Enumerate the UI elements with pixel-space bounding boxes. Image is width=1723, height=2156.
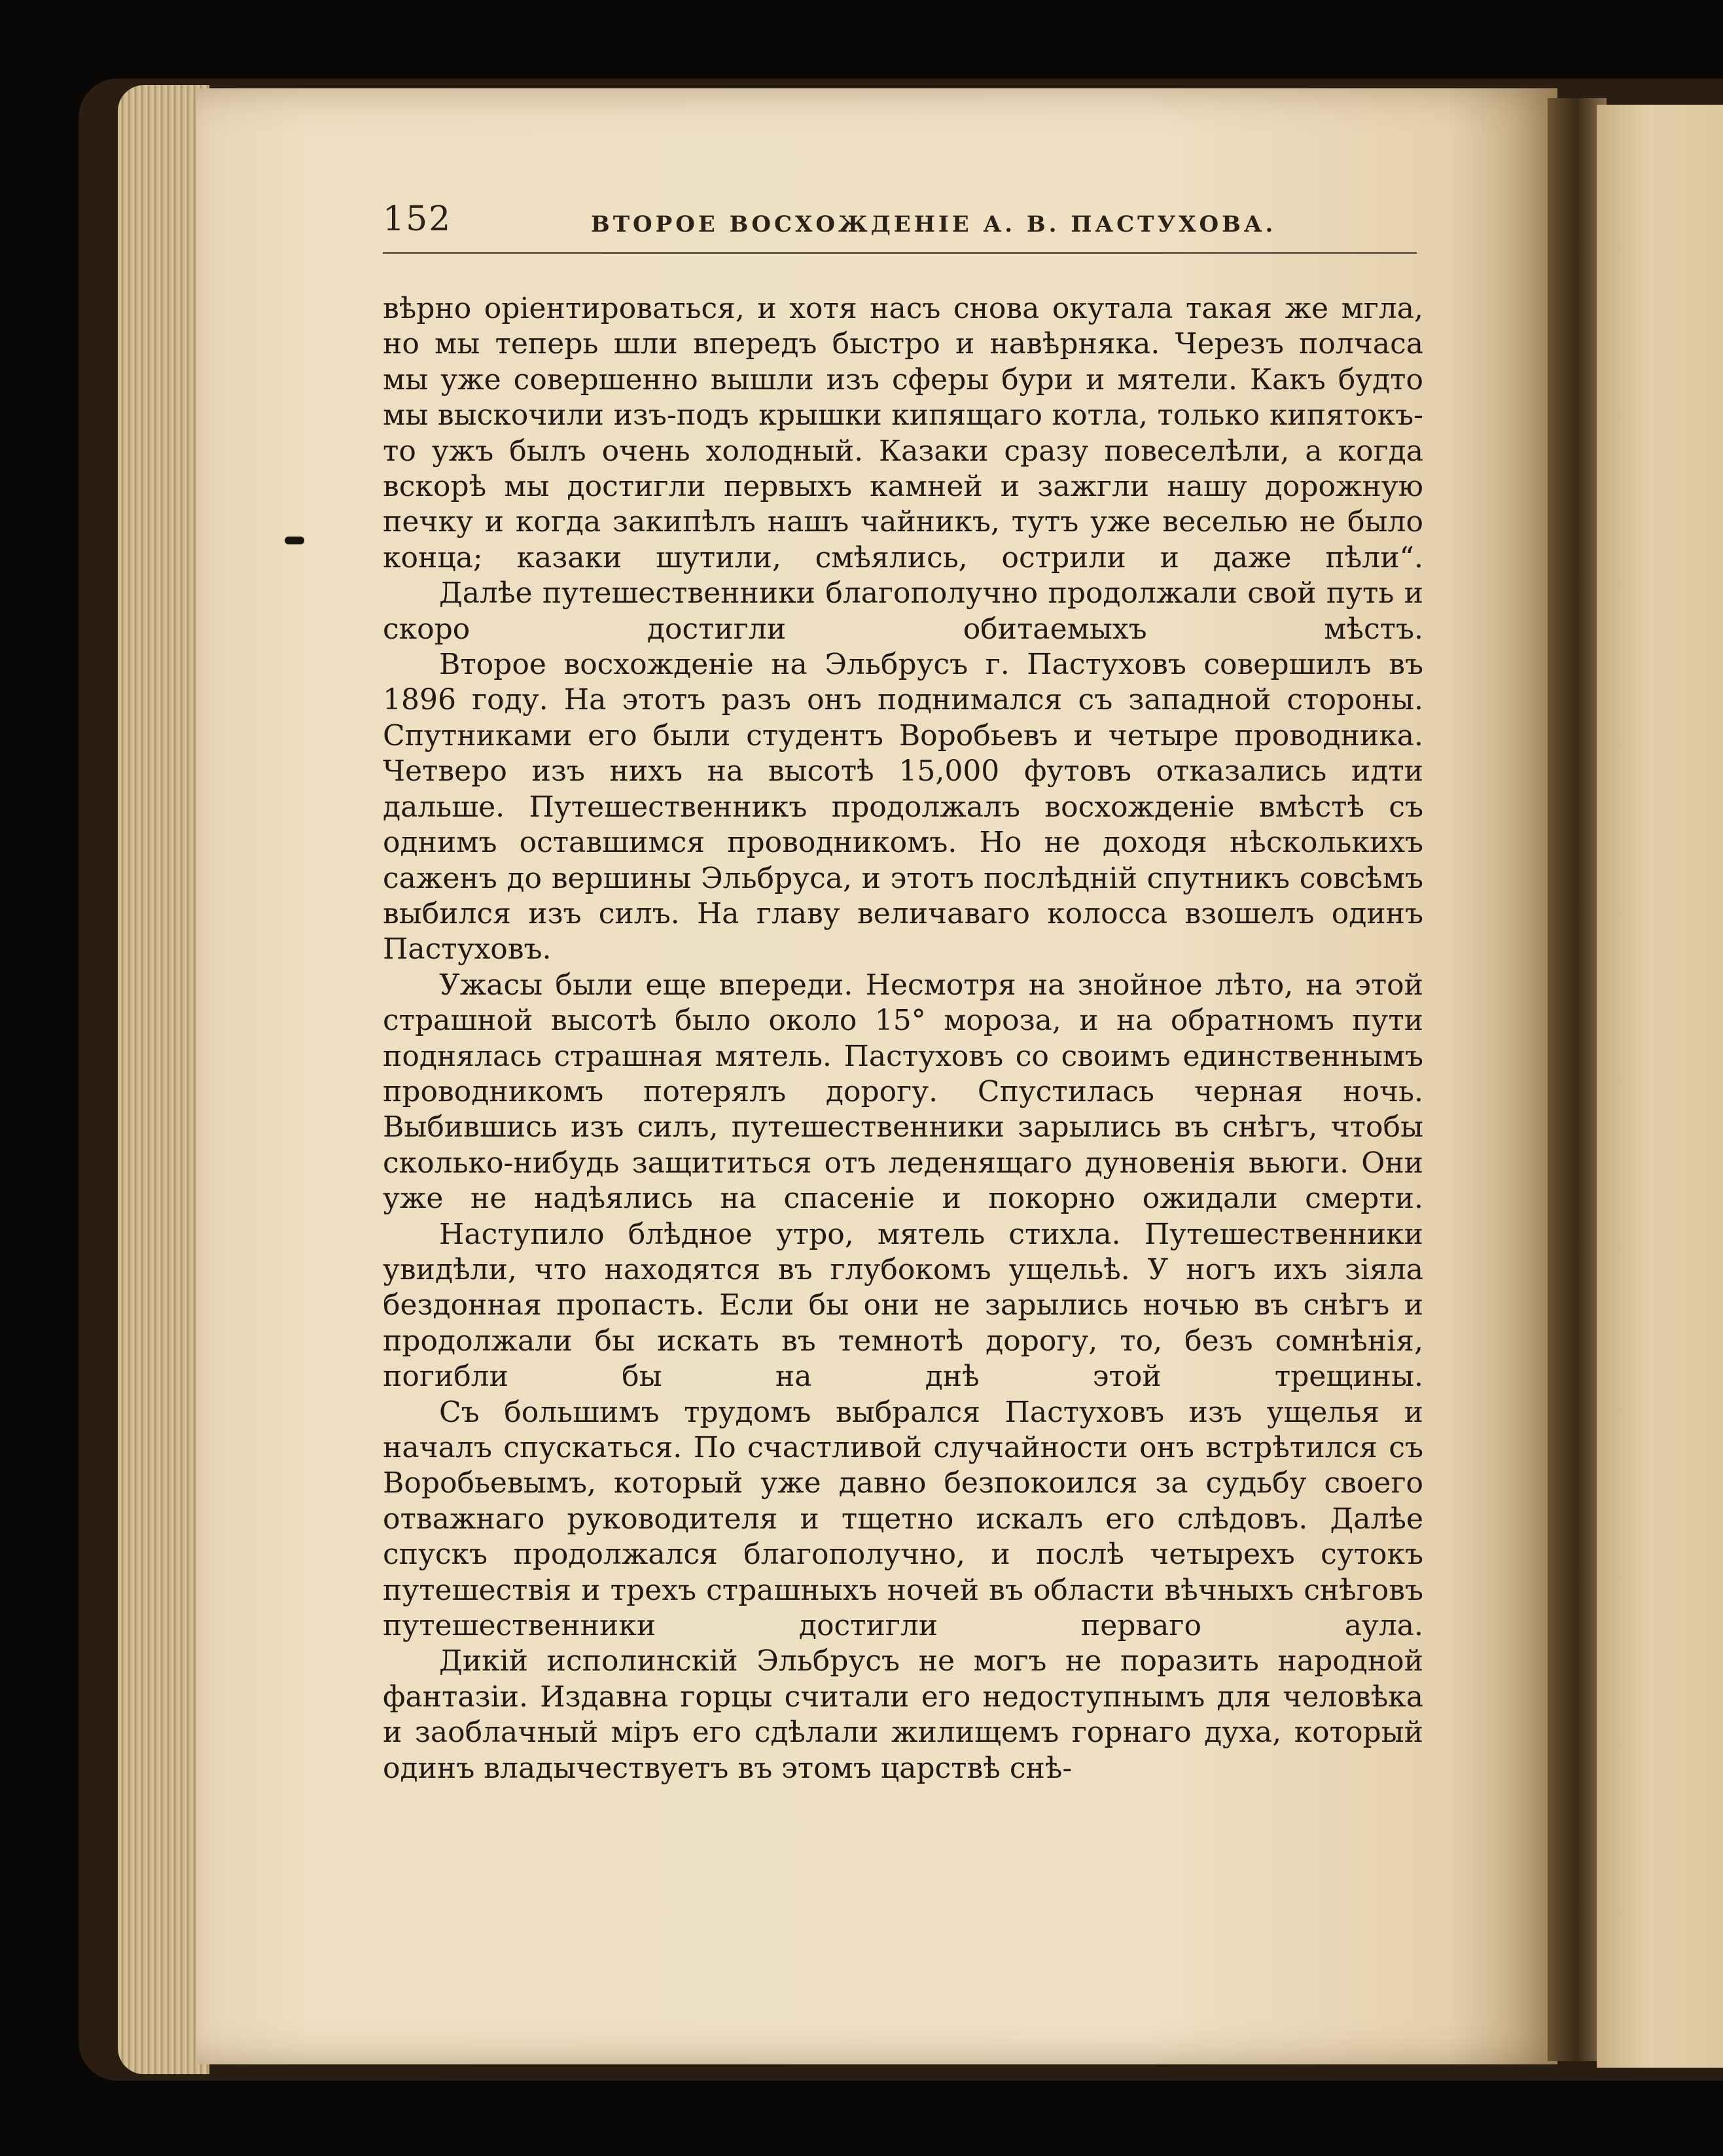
- paragraph-1: вѣрно оріентироваться, и хотя насъ снова окутала такая же мгла, но мы теперь шли впередъ быстро и навѣрняка. Черезъ полчаса мы уже совершенно вышли изъ сферы бури и мятели. Какъ будто мы выскочили изъ-подъ крышки кипящаго котла, только кипятокъ-то ужъ былъ очень холодный. Казаки сразу повеселѣли, а когда вскорѣ мы достигли первыхъ камней и зажгли нашу дорожную печку и когда закипѣлъ нашъ чайникъ, тутъ уже веселью не было конца; казаки шутили, смѣялись, острили и даже пѣли“.: [383, 292, 1423, 574]
- paragraph-6: Съ большимъ трудомъ выбрался Пастуховъ изъ ущелья и началъ спускаться. По счастливой случайности онъ встрѣтился съ Воробьевымъ, который уже давно безпокоился за судьбу своего отважнаго руководителя и тщетно искалъ его слѣдовъ. Далѣе спускъ продолжался благополучно, и послѣ четырехъ сутокъ путешествія и трехъ страшныхъ ночей въ области вѣчныхъ снѣговъ путешественники достигли перваго аула.: [383, 1395, 1423, 1643]
- paragraph-5: Наступило блѣдное утро, мятель стихла. Путешественники увидѣли, что находятся въ глубокомъ ущельѣ. У ногъ ихъ зіяла бездонная пропасть. Если бы они не зарылись ночью въ снѣгъ и продолжали бы искать въ темнотѣ дорогу, то, безъ сомнѣнія, погибли бы на днѣ этой трещины.: [383, 1217, 1423, 1394]
- paragraph-2: Далѣе путешественники благополучно продолжали свой путь и скоро достигли обитаемыхъ мѣстъ.: [383, 576, 1423, 646]
- page-number: 152: [383, 200, 452, 239]
- margin-mark: [285, 537, 304, 544]
- body-text: [383, 291, 1423, 1786]
- paragraph-4: Ужасы были еще впереди. Несмотря на знойное лѣто, на этой страшной высотѣ было около 15° мороза, и на обратномъ пути поднялась страшная мятель. Пастуховъ со своимъ единственнымъ проводникомъ потерялъ дорогу. Спустилась черная ночь. Выбившись изъ силъ, путешественники зарылись въ снѣгъ, чтобы сколько-нибудь защититься отъ леденящаго дуновенія вьюги. Они уже не надѣялись на спасеніе и покорно ожидали смерти.: [383, 968, 1423, 1216]
- paragraph-3: Второе восхожденіе на Эльбрусъ г. Пастуховъ совершилъ въ 1896 году. На этотъ разъ онъ поднимался съ западной стороны. Спутниками его были студентъ Воробьевъ и четыре проводника. Четверо изъ нихъ на высотѣ 15,000 футовъ отказались идти дальше. Путешественникъ продолжалъ восхожденіе вмѣстѣ съ однимъ оставшимся проводникомъ. Но не доходя нѣсколькихъ саженъ до вершины Эльбруса, и этотъ послѣдній спутникъ совсѣмъ выбился изъ силъ. На главу величаваго колосса взошелъ одинъ Пастуховъ.: [383, 648, 1423, 966]
- running-title: ВТОРОЕ ВОСХОЖДЕНІЕ А. В. ПАСТУХОВА.: [591, 211, 1277, 238]
- page-header: [383, 200, 1417, 254]
- facing-page: [1597, 105, 1723, 2068]
- paragraph-7: Дикій исполинскій Эльбрусъ не могъ не поразить народной фантазіи. Издавна горцы считали его недоступнымъ для человѣка и заоблачный міръ его сдѣлали жилищемъ горнаго духа, который одинъ владычествуетъ въ этомъ царствѣ снѣ-: [383, 1644, 1423, 1785]
- page-edges: [118, 85, 209, 2074]
